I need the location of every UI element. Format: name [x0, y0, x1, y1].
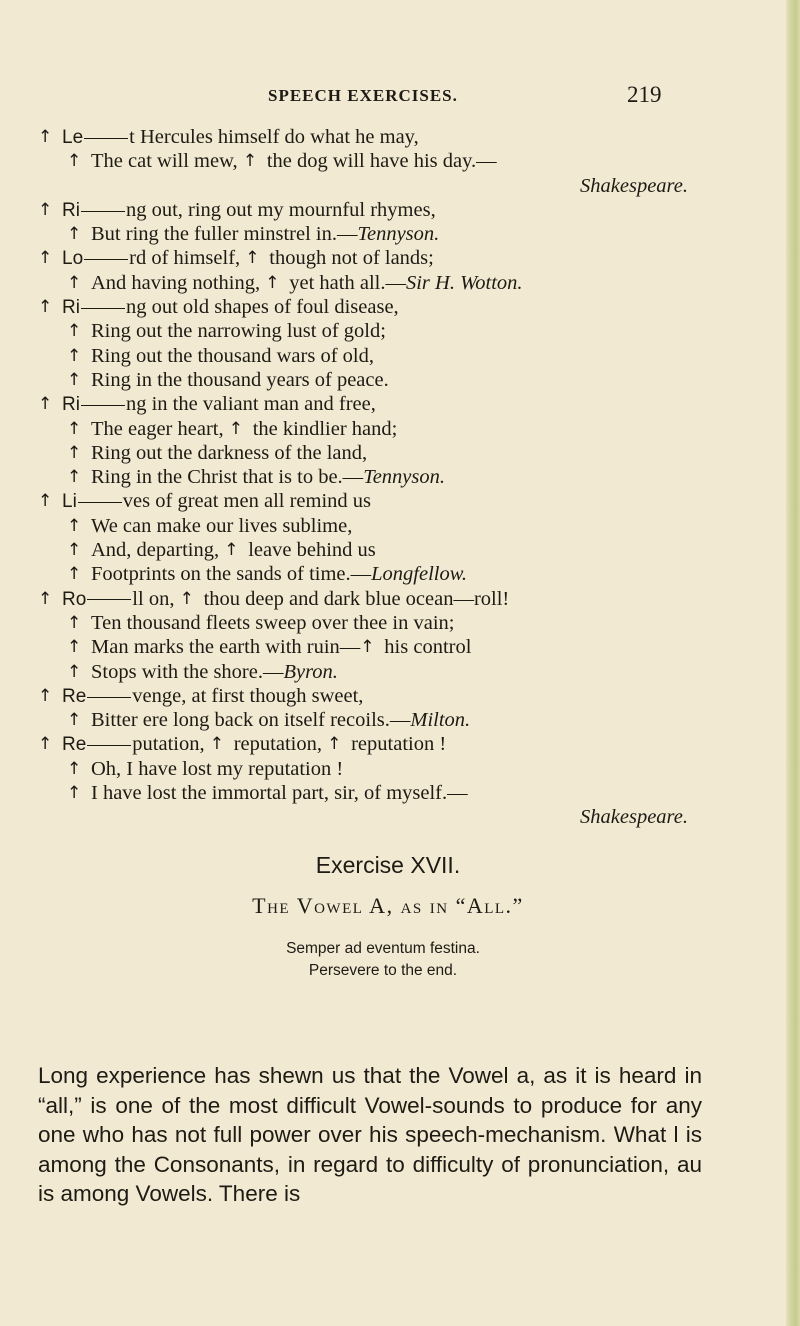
stem-dash	[84, 138, 128, 139]
verse-text: reputation !	[351, 733, 447, 756]
verse-text: Ring out the narrowing lust of gold;	[91, 320, 386, 343]
verse-line	[0, 222, 786, 246]
verse-stem: Re	[62, 685, 87, 707]
up-arrow-icon: ↑	[224, 540, 239, 561]
stem-dash	[87, 697, 131, 698]
body-paragraph	[38, 1061, 702, 1209]
verse-line	[0, 514, 786, 538]
verse-text: The eager heart,	[91, 417, 229, 440]
verse-text: the dog will have his day.—	[266, 150, 497, 173]
verse-text: yet hath all.—	[289, 271, 406, 294]
verse-text: thou deep and dark blue ocean—roll!	[203, 587, 510, 610]
verse-line	[0, 368, 786, 392]
up-arrow-icon: ↑	[38, 588, 53, 609]
verse-text: Ring in the thousand years of peace.	[91, 368, 389, 391]
up-arrow-icon: ↑	[265, 272, 280, 293]
up-arrow-icon: ↑	[38, 491, 53, 512]
verse-stem: Re	[62, 734, 87, 756]
verse-text: Stops with the shore.—	[91, 660, 284, 683]
verse-first-line	[0, 587, 786, 611]
verse-line	[0, 149, 786, 173]
verse-exercises	[0, 125, 786, 982]
verse-stem: Le	[62, 127, 84, 148]
up-arrow-icon: ↑	[67, 710, 82, 731]
stem-dash	[81, 308, 125, 309]
up-arrow-icon: ↑	[38, 199, 53, 220]
up-arrow-icon: ↑	[360, 637, 375, 658]
up-arrow-icon: ↑	[67, 467, 82, 488]
verse-stem: Lo	[62, 248, 84, 270]
verse-text: his control	[384, 636, 472, 659]
verse-text: venge, at first though sweet,	[132, 684, 364, 707]
verse-text: the kindlier hand;	[252, 417, 398, 440]
verse-stem: Ro	[62, 588, 87, 610]
up-arrow-icon: ↑	[38, 734, 53, 755]
verse-first-line	[0, 732, 786, 756]
verse-first-line	[0, 246, 786, 270]
up-arrow-icon: ↑	[67, 272, 82, 293]
stem-dash	[81, 405, 125, 406]
verse-text: ves of great men all remind us	[122, 490, 371, 513]
up-arrow-icon: ↑	[245, 248, 260, 269]
up-arrow-icon: ↑	[209, 734, 224, 755]
up-arrow-icon: ↑	[67, 612, 82, 633]
verse-attribution: Tennyson.	[357, 223, 440, 246]
verse-line	[0, 538, 786, 562]
up-arrow-icon: ↑	[67, 418, 82, 439]
exercise-subtitle: The Vowel A, as in “All.”	[252, 892, 524, 918]
paragraph-text: Long experience has shewn us that the Vowel a, as it is heard in “all,” is one of the most difficult Vowel-sounds to produce for any one who has not full power over his speech-mechanism. What l is among the Consonants, in regard to difficulty of pronunciation, au is among Vowels. There is	[38, 1063, 702, 1206]
verse-line	[0, 781, 786, 805]
up-arrow-icon: ↑	[67, 321, 82, 342]
verse-text: t Hercules himself do what he may,	[129, 126, 419, 148]
verse-stem: Ri	[62, 199, 80, 221]
verse-line	[0, 611, 786, 635]
stem-dash	[78, 502, 122, 503]
verse-attribution: Tennyson.	[363, 466, 446, 489]
verse-stem: Li	[62, 491, 77, 513]
verse-attribution: Milton.	[410, 709, 471, 732]
verse-text: ng out old shapes of foul disease,	[125, 296, 399, 319]
page-edge	[786, 0, 800, 1326]
up-arrow-icon: ↑	[67, 540, 82, 561]
verse-text: putation,	[132, 733, 210, 756]
verse-text: ll on,	[132, 587, 180, 610]
verse-attribution: Sir H. Wotton.	[405, 271, 523, 294]
up-arrow-icon: ↑	[38, 394, 53, 415]
verse-text: Ten thousand fleets sweep over thee in vain;	[91, 611, 455, 634]
verse-first-line	[0, 489, 786, 513]
verse-text: rd of himself,	[129, 247, 246, 270]
verse-attribution: Shakespeare.	[580, 806, 688, 829]
up-arrow-icon: ↑	[38, 297, 53, 318]
verse-text: Ring in the Christ that is to be.—	[91, 466, 364, 489]
up-arrow-icon: ↑	[67, 637, 82, 658]
verse-first-line	[0, 684, 786, 708]
up-arrow-icon: ↑	[38, 127, 53, 147]
verse-stem: Ri	[62, 297, 80, 319]
verse-text: But ring the fuller minstrel in.—	[91, 223, 358, 246]
verse-line	[0, 417, 786, 441]
verse-first-line	[0, 198, 786, 222]
motto-latin: Semper ad eventum festina.	[286, 939, 480, 957]
verse-text: We can make our lives sublime,	[91, 514, 353, 537]
up-arrow-icon: ↑	[67, 783, 82, 804]
verse-line	[0, 635, 786, 659]
up-arrow-icon: ↑	[67, 515, 82, 536]
verse-text: ng out, ring out my mournful rhymes,	[125, 198, 436, 221]
verse-text: Man marks the earth with ruin—	[91, 636, 361, 659]
verse-text: Bitter ere long back on itself recoils.—	[91, 709, 411, 732]
verse-text: ng in the valiant man and free,	[125, 393, 376, 416]
verse-attribution: Longfellow.	[371, 563, 468, 586]
motto-english: Persevere to the end.	[308, 961, 458, 979]
verse-text: Oh, I have lost my reputation !	[91, 757, 344, 780]
running-header	[0, 84, 786, 108]
up-arrow-icon: ↑	[38, 685, 53, 706]
stem-dash	[81, 211, 125, 212]
running-title: SPEECH EXERCISES.	[268, 86, 458, 105]
verse-text: Ring out the thousand wars of old,	[91, 344, 374, 367]
stem-dash	[84, 259, 128, 260]
verse-line	[0, 271, 786, 295]
up-arrow-icon: ↑	[67, 369, 82, 390]
verse-text: reputation,	[233, 733, 328, 756]
verse-text: Ring out the darkness of the land,	[91, 441, 368, 464]
verse-text: And having nothing,	[91, 271, 266, 294]
verse-text: I have lost the immortal part, sir, of myself.—	[91, 782, 468, 805]
stem-dash	[87, 745, 131, 746]
up-arrow-icon: ↑	[327, 734, 342, 755]
up-arrow-icon: ↑	[67, 661, 82, 682]
verse-first-line	[0, 392, 786, 416]
verse-first-line	[0, 125, 786, 149]
up-arrow-icon: ↑	[38, 248, 53, 269]
verse-line	[0, 441, 786, 465]
verse-text: leave behind us	[248, 539, 376, 562]
verse-text: though not of lands;	[269, 247, 434, 270]
up-arrow-icon: ↑	[228, 418, 243, 439]
page-number: 219	[627, 82, 662, 107]
verse-line	[0, 660, 786, 684]
up-arrow-icon: ↑	[242, 151, 258, 172]
verse-first-line	[0, 295, 786, 319]
verse-line	[0, 562, 786, 586]
verse-text: Footprints on the sands of time.—	[91, 563, 372, 586]
verse-text: The cat will mew,	[91, 150, 243, 173]
up-arrow-icon: ↑	[67, 442, 82, 463]
up-arrow-icon: ↑	[67, 564, 82, 585]
up-arrow-icon: ↑	[67, 151, 82, 172]
verse-attribution: Byron.	[283, 660, 338, 683]
up-arrow-icon: ↑	[67, 758, 82, 779]
up-arrow-icon: ↑	[67, 224, 82, 245]
up-arrow-icon: ↑	[67, 345, 82, 366]
verse-attribution: Shakespeare.	[580, 174, 688, 197]
verse-text: And, departing,	[91, 539, 225, 562]
exercise-title: Exercise XVII.	[315, 851, 461, 878]
up-arrow-icon: ↑	[179, 588, 194, 609]
verse-stem: Ri	[62, 394, 80, 416]
verse-line	[0, 344, 786, 368]
verse-line	[0, 757, 786, 781]
verse-line	[0, 708, 786, 732]
verse-line	[0, 465, 786, 489]
stem-dash	[87, 599, 131, 600]
verse-line	[0, 319, 786, 343]
